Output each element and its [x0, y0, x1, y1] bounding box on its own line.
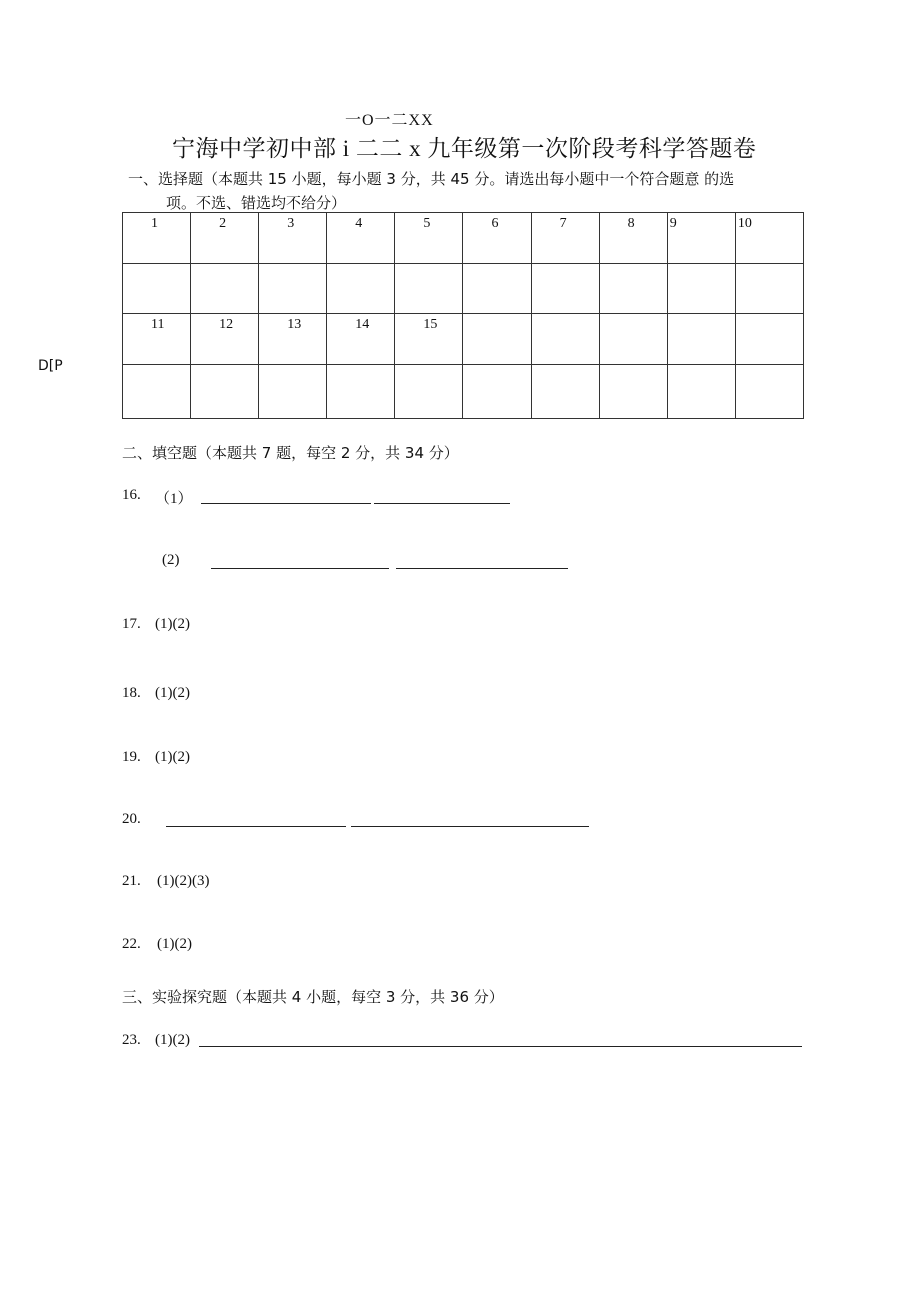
question-17-label: 17. [122, 616, 141, 632]
question-number-cell [395, 314, 463, 365]
answer-cell[interactable] [191, 365, 259, 419]
question-number [463, 314, 530, 317]
question-21-parts: (1)(2)(3) [157, 873, 210, 889]
question-number-cell [123, 213, 191, 264]
question-23-label: 23. [122, 1032, 141, 1048]
answer-cell[interactable] [463, 365, 531, 419]
question-18-label: 18. [122, 685, 141, 701]
question-number [736, 314, 803, 317]
section1-heading: 一、选择题（本题共 15 小题，每小题 3 分，共 45 分。请选出每小题中一个符合题意 的选 [128, 170, 735, 188]
question-number: 2 [219, 216, 227, 231]
answer-row-1 [123, 264, 804, 314]
question-number: 10 [737, 216, 752, 231]
question-number-cell [191, 213, 259, 264]
answer-blank[interactable] [374, 503, 510, 504]
section3-heading: 三、实验探究题（本题共 4 小题，每空 3 分，共 36 分） [122, 988, 504, 1006]
section2-heading: 二、填空题（本题共 7 题，每空 2 分，共 34 分） [122, 444, 459, 462]
question-18-parts: (1)(2) [155, 685, 190, 701]
question-number: 1 [151, 216, 158, 231]
question-number: 12 [219, 317, 234, 332]
answer-blank[interactable] [211, 568, 389, 569]
answer-blank[interactable] [396, 568, 568, 569]
answer-row-2 [123, 365, 804, 419]
question-21-label: 21. [122, 873, 141, 889]
question-number-cell [463, 314, 531, 365]
question-number-cell [463, 213, 531, 264]
question-23-parts: (1)(2) [155, 1032, 190, 1048]
question-number-cell [191, 314, 259, 365]
answer-cell[interactable] [599, 365, 667, 419]
question-number-cell [327, 213, 395, 264]
answer-cell[interactable] [327, 365, 395, 419]
answer-cell[interactable] [395, 365, 463, 419]
answer-cell[interactable] [735, 264, 803, 314]
answer-cell[interactable] [259, 264, 327, 314]
question-number: 14 [355, 317, 370, 332]
question-number-cell [259, 213, 327, 264]
question-number-cell [395, 213, 463, 264]
question-number-row-2 [123, 314, 804, 365]
question-number: 6 [491, 216, 499, 231]
question-number-cell [259, 314, 327, 365]
answer-blank[interactable] [351, 826, 589, 827]
question-number-cell [599, 314, 667, 365]
question-number [668, 314, 735, 317]
answer-blank[interactable] [166, 826, 346, 827]
question-16-part-2: (2) [162, 552, 180, 568]
question-22-label: 22. [122, 936, 141, 952]
question-number: 13 [287, 317, 302, 332]
answer-cell[interactable] [395, 264, 463, 314]
question-number: 7 [559, 216, 567, 231]
exam-year-line: 一O一二XX [345, 112, 434, 129]
question-number: 8 [627, 216, 635, 231]
document-title: 宁海中学初中部 i 二二 x 九年级第一次阶段考科学答题卷 [172, 136, 757, 161]
question-number [532, 314, 599, 317]
question-number: 11 [151, 317, 165, 332]
question-number-cell [735, 213, 803, 264]
section1-heading-continued: 项。不选、错选均不给分） [166, 194, 347, 212]
question-number: 15 [423, 317, 438, 332]
question-number-row-1 [123, 213, 804, 264]
question-number-cell [123, 314, 191, 365]
question-22-parts: (1)(2) [157, 936, 192, 952]
question-number: 3 [287, 216, 295, 231]
question-number: 9 [669, 216, 677, 231]
multiple-choice-answer-grid [122, 212, 804, 419]
question-20-label: 20. [122, 811, 141, 827]
answer-cell[interactable] [531, 264, 599, 314]
question-number-cell [667, 314, 735, 365]
answer-cell[interactable] [259, 365, 327, 419]
answer-cell[interactable] [191, 264, 259, 314]
answer-cell[interactable] [123, 365, 191, 419]
question-number: 5 [423, 216, 431, 231]
answer-cell[interactable] [531, 365, 599, 419]
answer-cell[interactable] [667, 264, 735, 314]
question-number-cell [667, 213, 735, 264]
answer-cell[interactable] [667, 365, 735, 419]
answer-cell[interactable] [735, 365, 803, 419]
question-19-label: 19. [122, 749, 141, 765]
answer-cell[interactable] [123, 264, 191, 314]
question-number-cell [327, 314, 395, 365]
question-number [600, 314, 667, 317]
margin-note: D[P [38, 358, 63, 374]
answer-cell[interactable] [463, 264, 531, 314]
question-19-parts: (1)(2) [155, 749, 190, 765]
question-17-parts: (1)(2) [155, 616, 190, 632]
answer-cell[interactable] [327, 264, 395, 314]
question-number-cell [531, 314, 599, 365]
answer-cell[interactable] [599, 264, 667, 314]
answer-blank[interactable] [199, 1046, 802, 1047]
question-number-cell [531, 213, 599, 264]
question-16-label: 16. [122, 487, 141, 503]
question-number-cell [735, 314, 803, 365]
question-number-cell [599, 213, 667, 264]
answer-blank[interactable] [201, 503, 371, 504]
question-number: 4 [355, 216, 363, 231]
question-16-part-1: （1） [155, 491, 193, 507]
